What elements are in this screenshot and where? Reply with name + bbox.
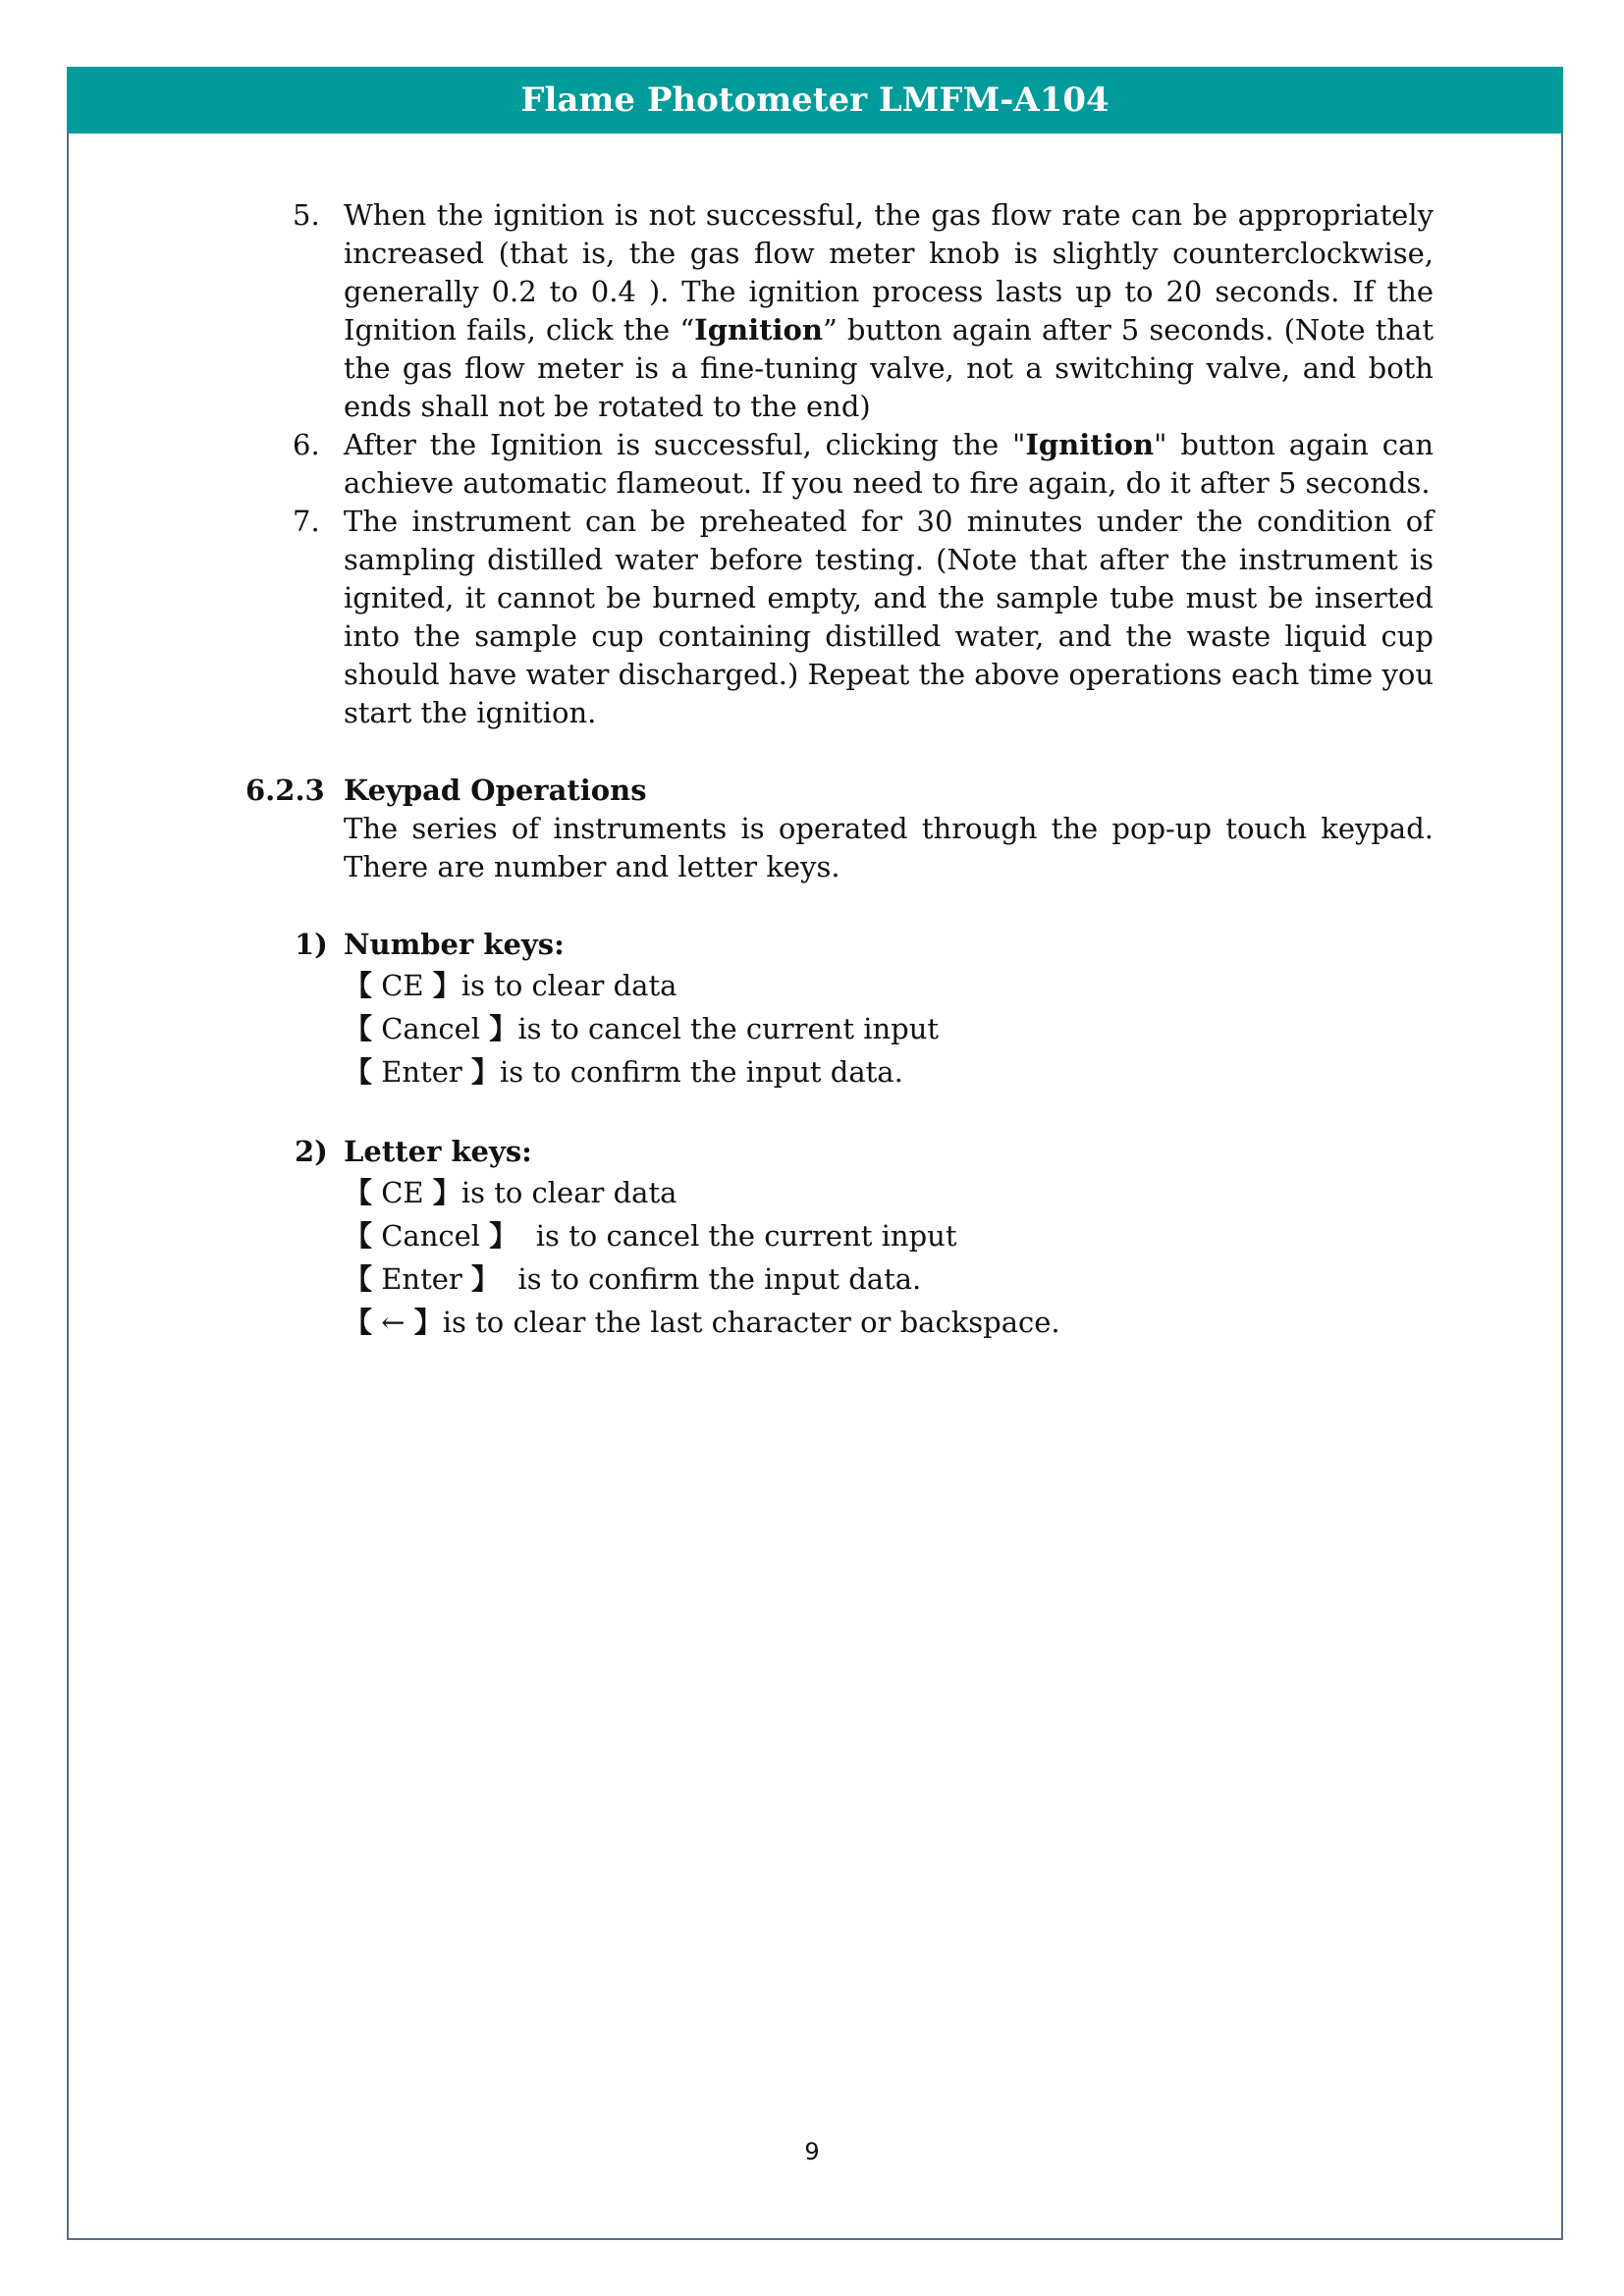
letter-keys-heading: 2) Letter keys: xyxy=(295,1135,532,1168)
section-heading xyxy=(245,772,1434,810)
key-line-cancel: 【 Cancel 】is to cancel the current input xyxy=(344,1012,940,1045)
section-number: 6.2.3 xyxy=(245,774,325,807)
page-number: 9 xyxy=(804,2138,820,2165)
key-line-ce: 【 CE 】is to clear data xyxy=(344,1176,677,1209)
key-line-ce: 【 CE 】is to clear data xyxy=(344,969,677,1002)
key-line-cancel: 【 Cancel 】 is to cancel the current input xyxy=(344,1219,957,1253)
step-number: 6. xyxy=(293,428,320,461)
page-content xyxy=(245,196,1434,1344)
key-line-enter: 【 Enter 】 is to confirm the input data. xyxy=(344,1262,922,1296)
number-keys-heading: 1) Number keys: xyxy=(295,928,565,961)
key-line-enter: 【 Enter 】is to confirm the input data. xyxy=(344,1055,903,1089)
step-number: 5. xyxy=(293,198,320,232)
page-header: Flame Photometer LMFM-A104 xyxy=(67,67,1563,133)
backspace-arrow-icon: ← xyxy=(372,1306,414,1339)
section-intro: The series of instruments is operated through the pop-up touch keypad. There are number and letter keys. xyxy=(344,812,1434,883)
key-line-backspace: 【 ← 】is to clear the last character or backspace. xyxy=(344,1306,1060,1339)
step-6: 6. After the Ignition is successful, clicking the "Ignition" button again can achieve automatic flameout. If you need to fire again, do it after 5 seconds. xyxy=(293,428,1435,500)
section-title: Keypad Operations xyxy=(344,774,647,807)
step-number: 7. xyxy=(293,505,320,538)
step-5: 5. When the ignition is not successful, the gas flow rate can be appropriately increased (that is, the gas flow meter knob is slightly counterclockwise, generally 0.2 to 0.4 ). The ignition process lasts up to 20 seconds. If the Ignition fails, click the “Ignition” button again after 5 seconds. (Note that the gas flow meter is a fine-tuning valve, not a switching valve, and both ends shall not be rotated to the end) xyxy=(293,198,1434,423)
step-7: 7. The instrument can be preheated for 30 minutes under the condition of sampling distilled water before testing. (Note that after the instrument is ignited, it cannot be burned empty, and the sample tube must be inserted into the sample cup containing distilled water, and the waste liquid cup should have water discharged.) Repeat the above operations each time you start the ignition. xyxy=(293,505,1434,729)
